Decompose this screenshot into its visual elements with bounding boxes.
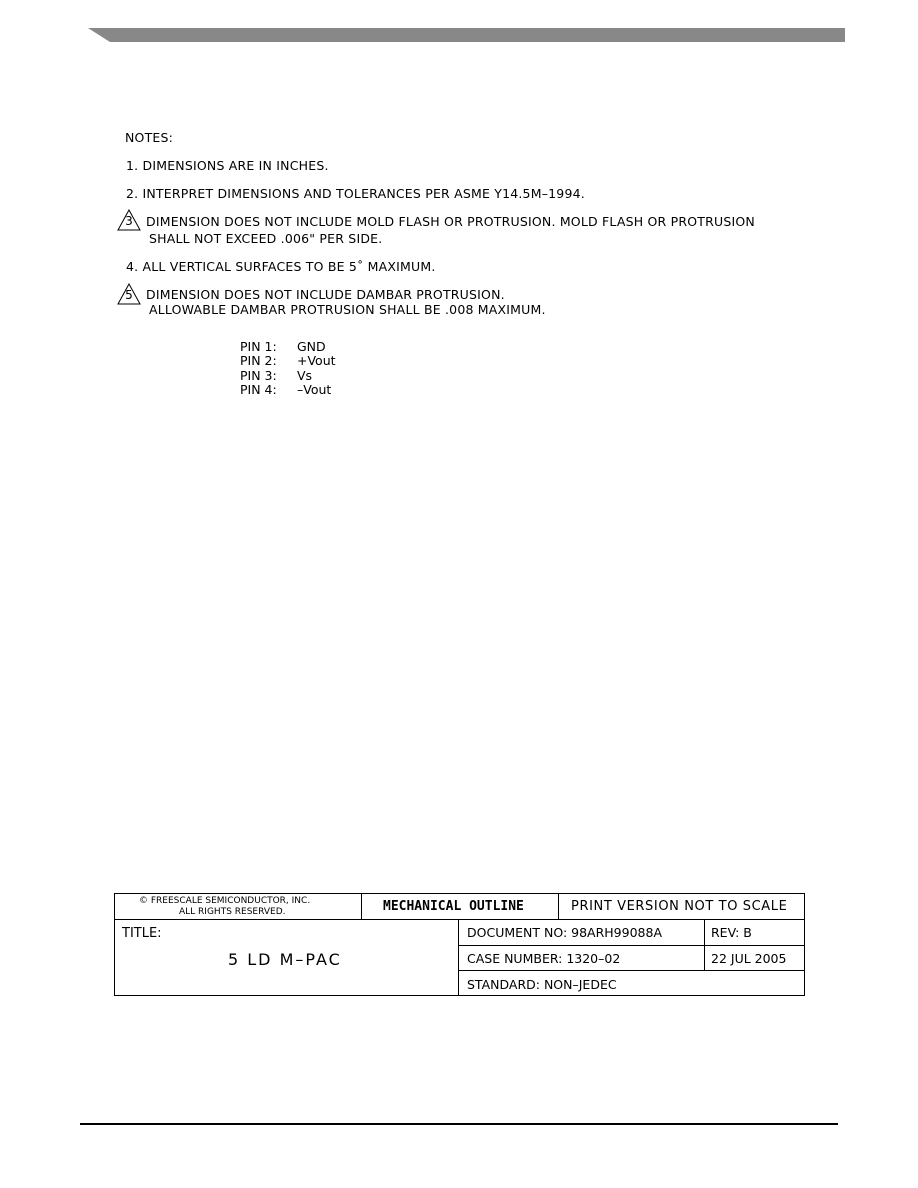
copyright-line-2: ALL RIGHTS RESERVED. [179, 907, 286, 917]
note-4: 4. ALL VERTICAL SURFACES TO BE 5˚ MAXIMUM. [126, 259, 436, 274]
notes-section [0, 0, 918, 420]
divider [458, 970, 804, 971]
standard: STANDARD: NON–JEDEC [467, 977, 617, 992]
title-value: 5 LD M–PAC [228, 950, 342, 969]
note-2: 2. INTERPRET DIMENSIONS AND TOLERANCES PER ASME Y14.5M–1994. [126, 186, 585, 201]
note-5-line-2: ALLOWABLE DAMBAR PROTRUSION SHALL BE .008 MAXIMUM. [149, 302, 546, 317]
note-5-marker-icon: 5 [117, 283, 141, 305]
print-version-note: PRINT VERSION NOT TO SCALE [571, 899, 788, 914]
note-5-line-1: DIMENSION DOES NOT INCLUDE DAMBAR PROTRUSION. [146, 287, 505, 302]
pin-value: –Vout [297, 381, 332, 397]
mechanical-outline-heading: MECHANICAL OUTLINE [383, 899, 524, 914]
pin-label: PIN 1: [240, 339, 277, 354]
pin-value: GND [297, 339, 326, 354]
pin-value: +Vout [297, 353, 336, 369]
note-1: 1. DIMENSIONS ARE IN INCHES. [126, 158, 329, 173]
divider [458, 919, 459, 995]
revision: REV: B [711, 925, 752, 940]
footer-rule [80, 1123, 838, 1125]
note-3-line-1: DIMENSION DOES NOT INCLUDE MOLD FLASH OR PROTRUSION. MOLD FLASH OR PROTRUSION [146, 214, 755, 229]
revision-date: 22 JUL 2005 [711, 951, 787, 966]
note-3-marker-icon: 3 [117, 209, 141, 231]
pin-value: Vs [297, 367, 313, 383]
note-3-line-2: SHALL NOT EXCEED .006" PER SIDE. [149, 231, 383, 246]
title-block [114, 893, 805, 996]
copyright-line-1: © FREESCALE SEMICONDUCTOR, INC. [139, 896, 311, 906]
document-number: DOCUMENT NO: 98ARH99088A [467, 925, 662, 940]
pin-label: PIN 3: [240, 367, 277, 383]
divider [558, 894, 559, 919]
divider [458, 945, 804, 946]
divider [115, 919, 804, 920]
title-label: TITLE: [122, 926, 162, 941]
notes-heading: NOTES: [125, 130, 174, 145]
pin-label: PIN 4: [240, 381, 277, 397]
case-number: CASE NUMBER: 1320–02 [467, 951, 621, 966]
pin-label: PIN 2: [240, 353, 277, 369]
divider [361, 894, 362, 919]
